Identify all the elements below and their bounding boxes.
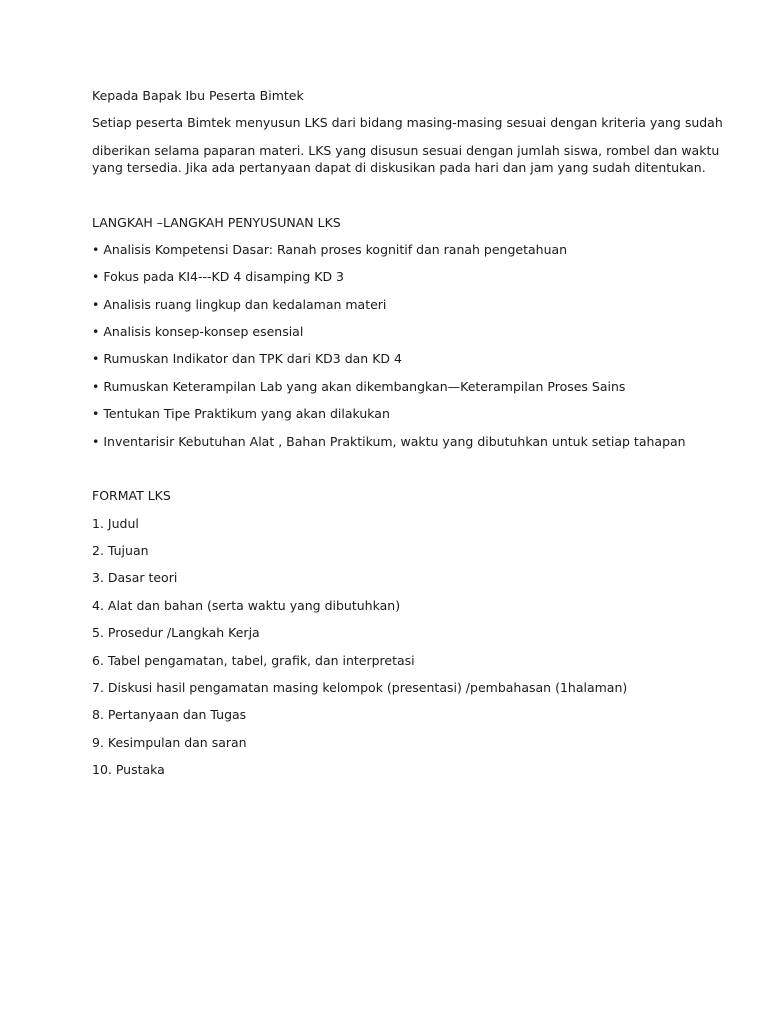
- format-heading: FORMAT LKS: [92, 488, 171, 503]
- format-item: 5. Prosedur /Langkah Kerja: [92, 625, 260, 640]
- step-item: • Analisis Kompetensi Dasar: Ranah proses kognitif dan ranah pengetahuan: [92, 242, 568, 257]
- step-item: • Rumuskan Keterampilan Lab yang akan dikembangkan—Keterampilan Proses Sains: [92, 379, 626, 394]
- step-item: • Fokus pada KI4---KD 4 disamping KD 3: [92, 269, 344, 284]
- format-item: 6. Tabel pengamatan, tabel, grafik, dan interpretasi: [92, 653, 415, 668]
- format-item: 9. Kesimpulan dan saran: [92, 735, 247, 750]
- step-item: • Analisis ruang lingkup dan kedalaman materi: [92, 297, 387, 312]
- format-item: 7. Diskusi hasil pengamatan masing kelompok (presentasi) /pembahasan (1halaman): [92, 680, 628, 695]
- intro-line-3: yang tersedia. Jika ada pertanyaan dapat di diskusikan pada hari dan jam yang sudah ditentukan.: [92, 160, 706, 175]
- step-item: • Tentukan Tipe Praktikum yang akan dilakukan: [92, 406, 390, 421]
- format-item: 1. Judul: [92, 516, 139, 531]
- intro-line-1: Setiap peserta Bimtek menyusun LKS dari bidang masing-masing sesuai dengan kriteria yang sudah: [92, 115, 723, 130]
- format-item: 8. Pertanyaan dan Tugas: [92, 707, 247, 722]
- step-item: • Rumuskan Indikator dan TPK dari KD3 dan KD 4: [92, 351, 402, 366]
- greeting-line: Kepada Bapak Ibu Peserta Bimtek: [92, 88, 304, 103]
- steps-heading: LANGKAH –LANGKAH PENYUSUNAN LKS: [92, 215, 341, 230]
- format-item: 3. Dasar teori: [92, 570, 178, 585]
- format-item: 10. Pustaka: [92, 762, 165, 777]
- format-item: 2. Tujuan: [92, 543, 149, 558]
- format-item: 4. Alat dan bahan (serta waktu yang dibutuhkan): [92, 598, 401, 613]
- intro-line-2: diberikan selama paparan materi. LKS yang disusun sesuai dengan jumlah siswa, rombel dan waktu: [92, 143, 720, 158]
- step-item: • Analisis konsep-konsep esensial: [92, 324, 304, 339]
- step-item: • Inventarisir Kebutuhan Alat , Bahan Praktikum, waktu yang dibutuhkan untuk setiap tahapan: [92, 434, 686, 449]
